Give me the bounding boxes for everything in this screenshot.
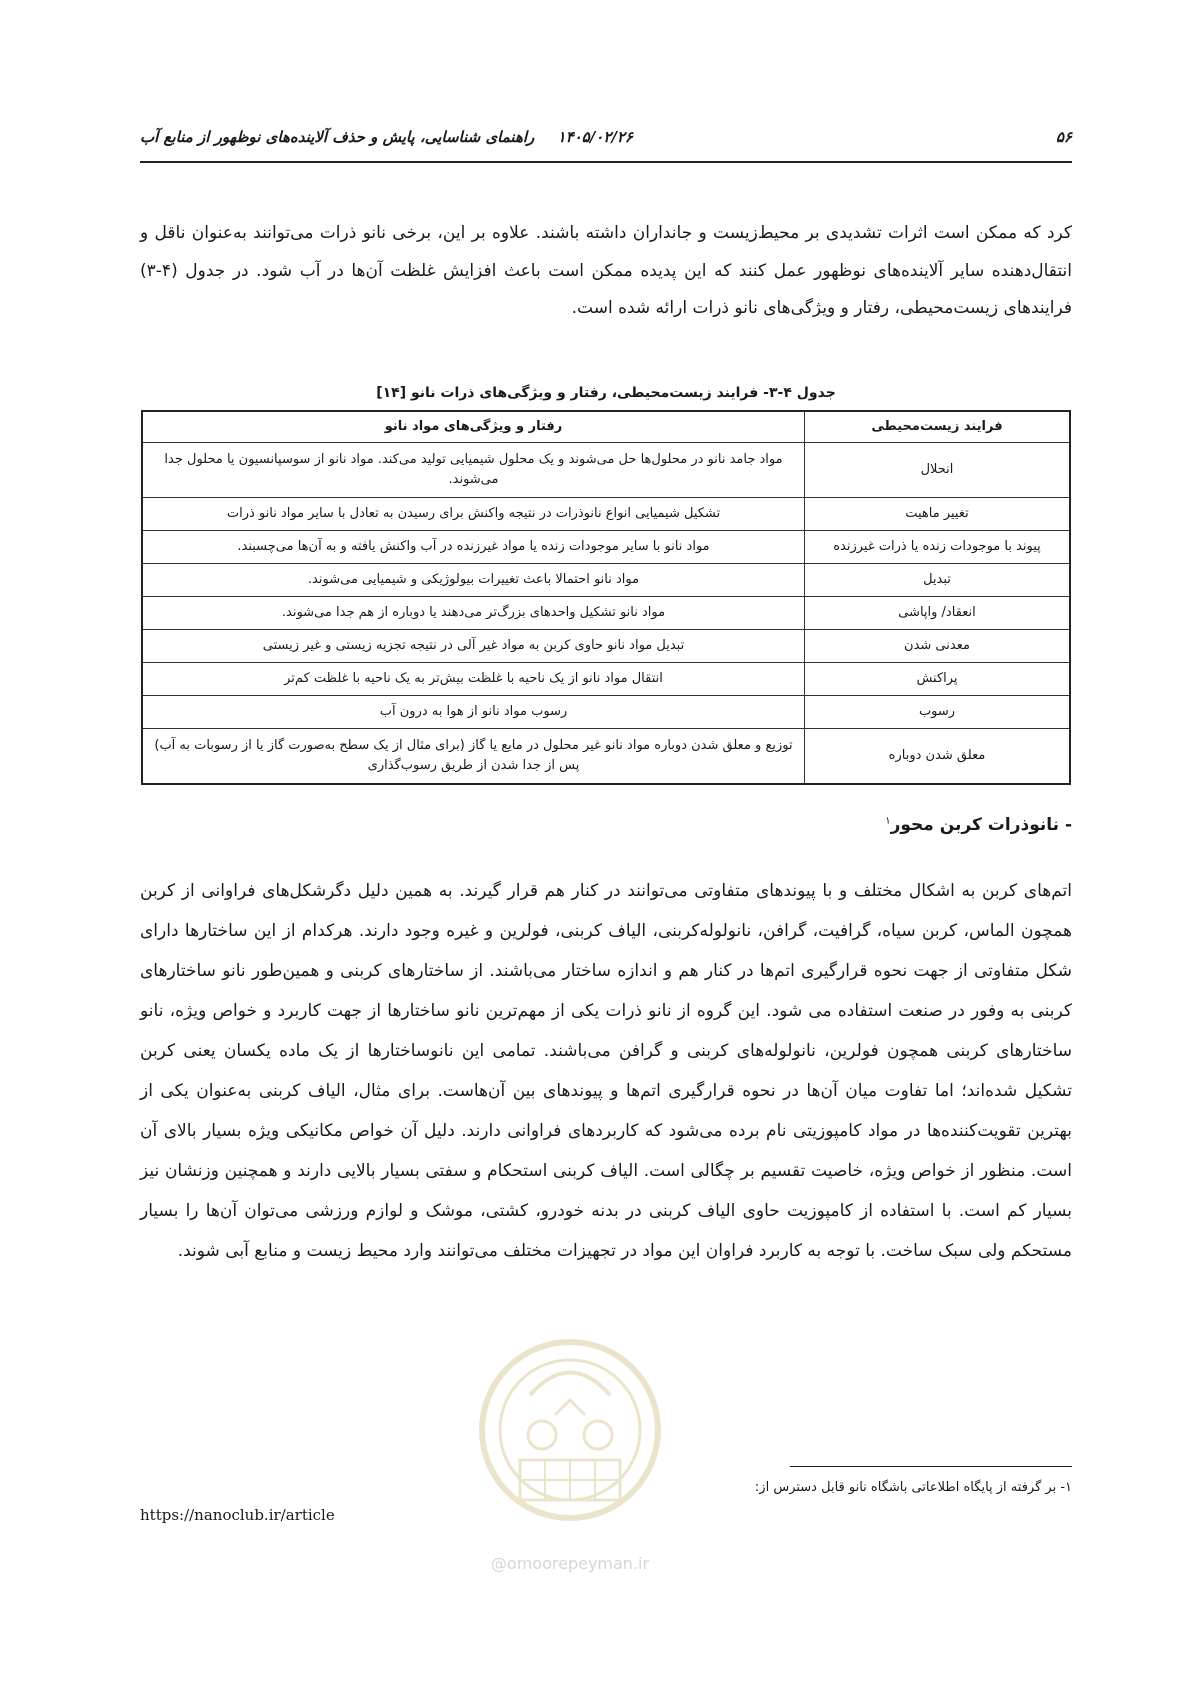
footnote-url: https://nanoclub.ir/article: [140, 1506, 335, 1524]
table-cell-process: معلق شدن دوباره: [805, 729, 1071, 785]
footnote-rule: [790, 1466, 1072, 1467]
table-cell-behavior: توزیع و معلق شدن دوباره مواد نانو غیر محلول در مایع یا گاز (برای مثال از یک سطح به‌صورت گاز یا از رسوبات به آب) پس از جدا شدن از طریق رسوب‌گذاری: [142, 729, 805, 785]
footnote-text: ۱- بر گرفته از پایگاه اطلاعاتی باشگاه نانو قابل دسترس از:: [754, 1480, 1072, 1495]
table-row: [142, 498, 1070, 531]
table-cell-process: تغییر ماهیت: [805, 498, 1071, 531]
table-cell-process: پراکنش: [805, 663, 1071, 696]
footnote-marker: ۱: [885, 815, 891, 827]
table-row: [142, 597, 1070, 630]
table-row: [142, 696, 1070, 729]
header-title: راهنمای شناسایی، پایش و حذف آلاینده‌های نوظهور از منابع آب: [140, 128, 535, 146]
page-header: [140, 128, 1072, 150]
seal-icon: [470, 1310, 670, 1550]
table-cell-behavior: تبدیل مواد نانو حاوی کربن به مواد غیر آلی در نتیجه تجزیه زیستی و غیر زیستی: [142, 630, 805, 663]
table-cell-behavior: مواد نانو با سایر موجودات زنده یا مواد غیرزنده در آب واکنش یافته و به آن‌ها می‌چسبند.: [142, 531, 805, 564]
table-header-behavior: رفتار و ویژگی‌های مواد نانو: [142, 411, 805, 443]
header-date: ۱۴۰۵/۰۲/۲۶: [557, 128, 633, 146]
running-title: [140, 128, 633, 146]
header-rule: [140, 161, 1072, 163]
section-heading-text: - نانوذرات کربن محور: [890, 815, 1072, 835]
table-cell-behavior: مواد نانو احتمالا باعث تغییرات بیولوژیکی و شیمیایی می‌شوند.: [142, 564, 805, 597]
table-cell-behavior: مواد جامد نانو در محلول‌ها حل می‌شوند و یک محلول شیمیایی تولید می‌کند. مواد نانو از سوسپانسیون یا محلول جدا می‌شوند.: [142, 443, 805, 498]
table-cell-process: انعقاد/ واپاشی: [805, 597, 1071, 630]
table-cell-process: انحلال: [805, 443, 1071, 498]
watermark-text: @omoorepeyman.ir: [490, 1554, 650, 1573]
table-header-row: [142, 411, 1070, 443]
table-row: [142, 564, 1070, 597]
table-cell-behavior: مواد نانو تشکیل واحدهای بزرگ‌تر می‌دهند یا دوباره از هم جدا می‌شوند.: [142, 597, 805, 630]
intro-paragraph: کرد که ممکن است اثرات تشدیدی بر محیط‌زیست و جانداران داشته باشند. علاوه بر این، برخی نانو ذرات می‌توانند به‌عنوان ناقل و انتقال‌دهنده سایر آلاینده‌های نوظهور عمل کنند که این پدیده ممکن است باعث افزایش غلظت آن‌ها در آب شود. در جدول (۴-۳) فرایندهای زیست‌محیطی، رفتار و ویژگی‌های نانو ذرات ارائه شده است.: [140, 223, 1072, 318]
section-body-paragraph: اتم‌های کربن به اشکال مختلف و با پیوندهای متفاوتی می‌توانند در کنار هم قرار گیرند. به همین دلیل دگرشکل‌های فراوانی از کربن همچون الماس، کربن سیاه، گرافیت، گرافن، نانولوله‌کربنی، الیاف کربنی، فولرین و غیره وجود دارند. هرکدام از این ساختارها دارای شکل متفاوتی از جهت نحوه قرارگیری اتم‌ها در کنار هم و اندازه ساختار می‌باشند. از ساختارهای کربنی و همین‌طور نانو ساختارهای کربنی به وفور در صنعت استفاده می شود. این گروه از نانو ذرات یکی از مهم‌ترین نانو ساختارها از جهت کاربرد و خواص ویژه، نانو ساختارهای کربنی همچون فولرین، نانولوله‌های کربنی و گرافن می‌باشند. تمامی این نانوساختارها از یک ماده یکسان یعنی کربن تشکیل شده‌اند؛ اما تفاوت میان آن‌ها در نحوه قرارگیری اتم‌ها و پیوندهای بین آن‌هاست. برای مثال، الیاف کربنی به‌عنوان یکی از بهترین تقویت‌کننده‌ها در مواد کامپوزیتی نام برده می‌شود که کاربردهای فراوانی دارند. دلیل آن خواص مکانیکی ویژه بسیار بالای آن است. منظور از خواص ویژه، خاصیت تقسیم بر چگالی است. الیاف کربنی استحکام و سفتی بسیار بالایی دارند و همچنین وزنشان نیز بسیار کم است. با استفاده از کامپوزیت حاوی الیاف کربنی در بدنه خودرو، کشتی، موشک و لوازم ورزشی می‌توان آن‌ها را بسیار مستحکم ولی سبک ساخت. با توجه به کاربرد فراوان این مواد در تجهیزات مختلف می‌توانند وارد محیط زیست و منابع آبی شوند.: [140, 881, 1072, 1261]
table-cell-behavior: رسوب مواد نانو از هوا به درون آب: [142, 696, 805, 729]
table-row: [142, 531, 1070, 564]
nano-process-table: [141, 410, 1071, 785]
table-cell-process: پیوند با موجودات زنده یا ذرات غیرزنده: [805, 531, 1071, 564]
table-cell-behavior: انتقال مواد نانو از یک ناحیه با غلظت بیش‌تر به یک ناحیه با غلظت کم‌تر: [142, 663, 805, 696]
table-row: [142, 443, 1070, 498]
table-header-process: فرایند زیست‌محیطی: [805, 411, 1071, 443]
table-cell-process: معدنی شدن: [805, 630, 1071, 663]
table-cell-process: رسوب: [805, 696, 1071, 729]
page-number: ۵۶: [1055, 128, 1072, 146]
table-cell-process: تبدیل: [805, 564, 1071, 597]
watermark-seal: [470, 1310, 670, 1590]
table-row: [142, 663, 1070, 696]
table-row: [142, 729, 1070, 785]
table-cell-behavior: تشکیل شیمیایی انواع نانوذرات در نتیجه واکنش برای رسیدن به تعادل با سایر مواد نانو ذرات: [142, 498, 805, 531]
table-caption: جدول ۴-۳- فرایند زیست‌محیطی، رفتار و ویژگی‌های ذرات نانو [۱۴]: [376, 385, 836, 401]
section-heading: [885, 815, 1072, 835]
table-row: [142, 630, 1070, 663]
